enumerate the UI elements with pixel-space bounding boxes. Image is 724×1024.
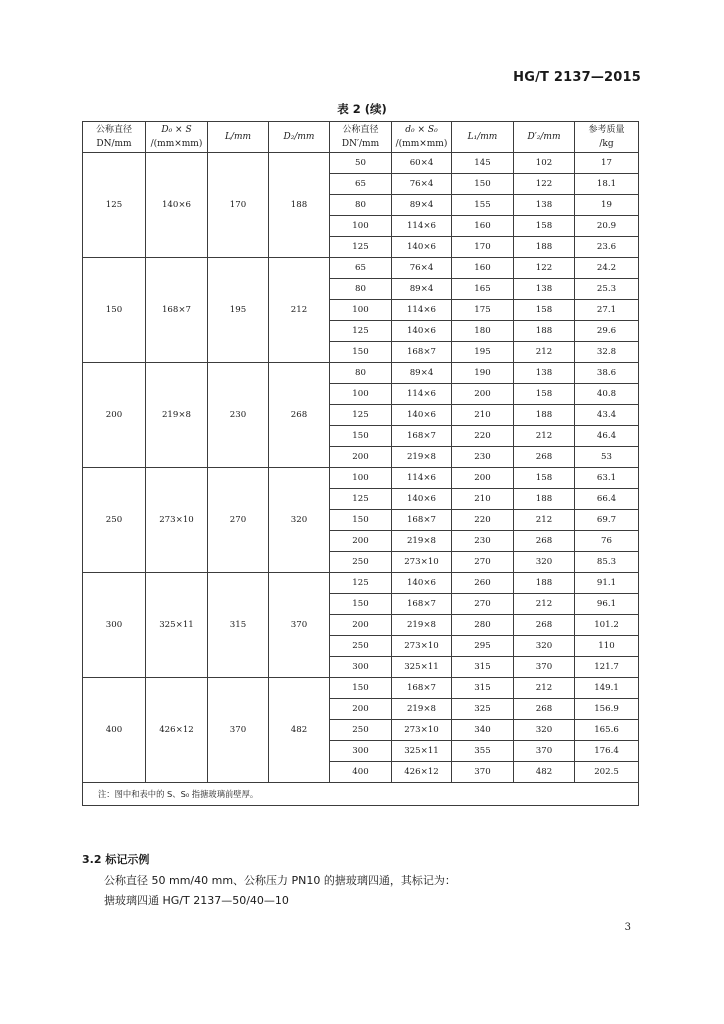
cell-l1: 325	[452, 699, 514, 720]
cell-d0s0: 219×8	[392, 447, 452, 468]
cell-dn-prime: 80	[330, 195, 392, 216]
cell-dn-prime: 65	[330, 174, 392, 195]
cell-d0s0: 325×11	[392, 741, 452, 762]
cell-dn-prime: 300	[330, 741, 392, 762]
cell-d0s: 325×11	[146, 573, 208, 678]
cell-dn-prime: 125	[330, 405, 392, 426]
table-row	[83, 363, 639, 384]
section-paragraph: 公称直径 50 mm/40 mm、公称压力 PN10 的搪玻璃四通，其标记为：	[104, 874, 456, 887]
cell-dn-prime: 150	[330, 426, 392, 447]
cell-d2: 212	[269, 258, 330, 363]
cell-l1: 270	[452, 552, 514, 573]
cell-dn: 300	[83, 573, 146, 678]
cell-d0s0: 114×6	[392, 468, 452, 489]
cell-d2-prime: 320	[514, 552, 575, 573]
cell-d0s0: 168×7	[392, 594, 452, 615]
cell-dn-prime: 80	[330, 279, 392, 300]
cell-l1: 355	[452, 741, 514, 762]
cell-dn-prime: 200	[330, 447, 392, 468]
cell-d0s0: 114×6	[392, 300, 452, 321]
cell-d0s0: 168×7	[392, 678, 452, 699]
cell-d0s0: 140×6	[392, 237, 452, 258]
cell-d2: 268	[269, 363, 330, 468]
cell-d2: 188	[269, 153, 330, 258]
cell-l1: 145	[452, 153, 514, 174]
cell-mass: 121.7	[575, 657, 639, 678]
cell-d2-prime: 212	[514, 426, 575, 447]
cell-dn: 250	[83, 468, 146, 573]
cell-d2-prime: 370	[514, 657, 575, 678]
cell-l1: 180	[452, 321, 514, 342]
cell-d0s0: 168×7	[392, 342, 452, 363]
cell-d2-prime: 188	[514, 405, 575, 426]
cell-l1: 220	[452, 426, 514, 447]
col-header-mass: 参考质量 /kg	[575, 122, 639, 153]
cell-mass: 110	[575, 636, 639, 657]
cell-dn-prime: 100	[330, 300, 392, 321]
col-header-l: L/mm	[208, 122, 269, 153]
cell-mass: 27.1	[575, 300, 639, 321]
cell-l1: 210	[452, 489, 514, 510]
cell-mass: 46.4	[575, 426, 639, 447]
cell-d0s0: 219×8	[392, 531, 452, 552]
cell-dn-prime: 200	[330, 615, 392, 636]
cell-l1: 175	[452, 300, 514, 321]
cell-d0s0: 273×10	[392, 720, 452, 741]
cell-dn-prime: 300	[330, 657, 392, 678]
cell-dn-prime: 125	[330, 489, 392, 510]
cell-mass: 19	[575, 195, 639, 216]
cell-mass: 202.5	[575, 762, 639, 783]
cell-d2-prime: 188	[514, 321, 575, 342]
cell-d2-prime: 188	[514, 237, 575, 258]
page-number: 3	[624, 922, 631, 933]
cell-d0s: 273×10	[146, 468, 208, 573]
cell-mass: 24.2	[575, 258, 639, 279]
cell-l1: 170	[452, 237, 514, 258]
cell-d2-prime: 122	[514, 174, 575, 195]
cell-dn-prime: 100	[330, 468, 392, 489]
cell-l1: 210	[452, 405, 514, 426]
cell-mass: 69.7	[575, 510, 639, 531]
cell-d0s0: 76×4	[392, 174, 452, 195]
cell-d2-prime: 188	[514, 489, 575, 510]
cell-l1: 220	[452, 510, 514, 531]
cell-l: 195	[208, 258, 269, 363]
dimension-table	[82, 121, 639, 806]
cell-dn-prime: 100	[330, 216, 392, 237]
cell-d0s0: 114×6	[392, 216, 452, 237]
cell-dn-prime: 125	[330, 237, 392, 258]
cell-l1: 195	[452, 342, 514, 363]
cell-d0s: 140×6	[146, 153, 208, 258]
cell-mass: 40.8	[575, 384, 639, 405]
cell-dn-prime: 100	[330, 384, 392, 405]
cell-l1: 200	[452, 384, 514, 405]
cell-d0s0: 325×11	[392, 657, 452, 678]
cell-d0s0: 89×4	[392, 195, 452, 216]
cell-d0s0: 140×6	[392, 321, 452, 342]
cell-d2-prime: 102	[514, 153, 575, 174]
cell-d2-prime: 320	[514, 636, 575, 657]
cell-mass: 156.9	[575, 699, 639, 720]
cell-dn-prime: 65	[330, 258, 392, 279]
cell-d0s: 426×12	[146, 678, 208, 783]
cell-l1: 160	[452, 216, 514, 237]
cell-d2-prime: 212	[514, 678, 575, 699]
cell-d0s0: 140×6	[392, 405, 452, 426]
table-title: 表 2 (续)	[337, 102, 387, 116]
section-heading: 3.2 标记示例	[82, 853, 150, 866]
cell-d2-prime: 212	[514, 510, 575, 531]
cell-mass: 53	[575, 447, 639, 468]
table-row	[83, 258, 639, 279]
cell-d2-prime: 188	[514, 573, 575, 594]
cell-d2: 370	[269, 573, 330, 678]
cell-d0s0: 168×7	[392, 510, 452, 531]
cell-d0s0: 426×12	[392, 762, 452, 783]
cell-l1: 280	[452, 615, 514, 636]
cell-d2-prime: 320	[514, 720, 575, 741]
cell-l1: 230	[452, 447, 514, 468]
cell-dn-prime: 125	[330, 573, 392, 594]
cell-l: 370	[208, 678, 269, 783]
cell-mass: 149.1	[575, 678, 639, 699]
cell-d2-prime: 268	[514, 615, 575, 636]
table-row	[83, 678, 639, 699]
cell-mass: 101.2	[575, 615, 639, 636]
cell-l1: 270	[452, 594, 514, 615]
col-header-d2-prime: D′₂/mm	[514, 122, 575, 153]
cell-l1: 160	[452, 258, 514, 279]
col-header-dn: 公称直径 DN/mm	[83, 122, 146, 153]
cell-d0s0: 273×10	[392, 552, 452, 573]
cell-dn-prime: 400	[330, 762, 392, 783]
cell-d2-prime: 138	[514, 195, 575, 216]
cell-dn-prime: 150	[330, 510, 392, 531]
cell-mass: 96.1	[575, 594, 639, 615]
cell-mass: 20.9	[575, 216, 639, 237]
cell-mass: 29.6	[575, 321, 639, 342]
cell-d2: 320	[269, 468, 330, 573]
cell-dn-prime: 200	[330, 531, 392, 552]
cell-mass: 43.4	[575, 405, 639, 426]
cell-d2-prime: 370	[514, 741, 575, 762]
cell-d2-prime: 268	[514, 531, 575, 552]
cell-l1: 370	[452, 762, 514, 783]
cell-dn-prime: 150	[330, 342, 392, 363]
cell-l1: 150	[452, 174, 514, 195]
cell-d0s0: 273×10	[392, 636, 452, 657]
cell-d2-prime: 268	[514, 447, 575, 468]
cell-d2-prime: 212	[514, 342, 575, 363]
cell-dn: 150	[83, 258, 146, 363]
cell-d0s0: 219×8	[392, 615, 452, 636]
cell-l1: 190	[452, 363, 514, 384]
cell-dn: 200	[83, 363, 146, 468]
cell-d0s0: 114×6	[392, 384, 452, 405]
cell-d2-prime: 212	[514, 594, 575, 615]
cell-l1: 230	[452, 531, 514, 552]
cell-dn-prime: 50	[330, 153, 392, 174]
cell-mass: 85.3	[575, 552, 639, 573]
cell-d2-prime: 158	[514, 216, 575, 237]
col-header-dn-prime: 公称直径 DN′/mm	[330, 122, 392, 153]
cell-d0s0: 140×6	[392, 573, 452, 594]
cell-d0s0: 60×4	[392, 153, 452, 174]
cell-dn-prime: 80	[330, 363, 392, 384]
cell-l1: 340	[452, 720, 514, 741]
cell-mass: 66.4	[575, 489, 639, 510]
cell-dn-prime: 200	[330, 699, 392, 720]
cell-d0s0: 219×8	[392, 699, 452, 720]
standard-code: HG/T 2137—2015	[513, 70, 641, 85]
cell-dn-prime: 250	[330, 552, 392, 573]
cell-mass: 38.6	[575, 363, 639, 384]
table-row	[83, 153, 639, 174]
cell-d0s0: 168×7	[392, 426, 452, 447]
table-note-row	[83, 783, 639, 806]
cell-d2-prime: 122	[514, 258, 575, 279]
cell-d2: 482	[269, 678, 330, 783]
cell-dn-prime: 250	[330, 720, 392, 741]
cell-l1: 200	[452, 468, 514, 489]
cell-l1: 315	[452, 657, 514, 678]
cell-mass: 91.1	[575, 573, 639, 594]
table-note: 注：图中和表中的 S、S₀ 指搪玻璃前壁厚。	[83, 783, 639, 806]
cell-mass: 165.6	[575, 720, 639, 741]
cell-d0s: 219×8	[146, 363, 208, 468]
cell-d2-prime: 158	[514, 468, 575, 489]
cell-d2-prime: 158	[514, 300, 575, 321]
cell-d0s0: 140×6	[392, 489, 452, 510]
cell-l1: 165	[452, 279, 514, 300]
cell-mass: 63.1	[575, 468, 639, 489]
cell-dn: 400	[83, 678, 146, 783]
cell-dn-prime: 150	[330, 594, 392, 615]
cell-mass: 176.4	[575, 741, 639, 762]
cell-d2-prime: 482	[514, 762, 575, 783]
cell-dn-prime: 150	[330, 678, 392, 699]
cell-d2-prime: 158	[514, 384, 575, 405]
cell-mass: 23.6	[575, 237, 639, 258]
cell-l1: 295	[452, 636, 514, 657]
cell-l1: 155	[452, 195, 514, 216]
cell-mass: 32.8	[575, 342, 639, 363]
cell-l: 230	[208, 363, 269, 468]
cell-mass: 76	[575, 531, 639, 552]
table-row	[83, 573, 639, 594]
cell-d0s: 168×7	[146, 258, 208, 363]
cell-d0s0: 89×4	[392, 279, 452, 300]
table-row	[83, 468, 639, 489]
cell-dn-prime: 250	[330, 636, 392, 657]
cell-l: 270	[208, 468, 269, 573]
cell-dn: 125	[83, 153, 146, 258]
cell-l: 170	[208, 153, 269, 258]
cell-d2-prime: 138	[514, 279, 575, 300]
cell-mass: 25.3	[575, 279, 639, 300]
table-header-row	[83, 122, 639, 153]
col-header-l1: L₁/mm	[452, 122, 514, 153]
marking-example: 搪玻璃四通 HG/T 2137—50/40—10	[104, 894, 289, 907]
cell-d0s0: 76×4	[392, 258, 452, 279]
cell-d2-prime: 268	[514, 699, 575, 720]
cell-d0s0: 89×4	[392, 363, 452, 384]
col-header-d2: D₂/mm	[269, 122, 330, 153]
cell-l1: 260	[452, 573, 514, 594]
cell-dn-prime: 125	[330, 321, 392, 342]
cell-mass: 18.1	[575, 174, 639, 195]
cell-d2-prime: 138	[514, 363, 575, 384]
cell-l: 315	[208, 573, 269, 678]
cell-mass: 17	[575, 153, 639, 174]
col-header-d0s0: d₀ × S₀ /(mm×mm)	[392, 122, 452, 153]
col-header-d0s: D₀ × S /(mm×mm)	[146, 122, 208, 153]
cell-l1: 315	[452, 678, 514, 699]
